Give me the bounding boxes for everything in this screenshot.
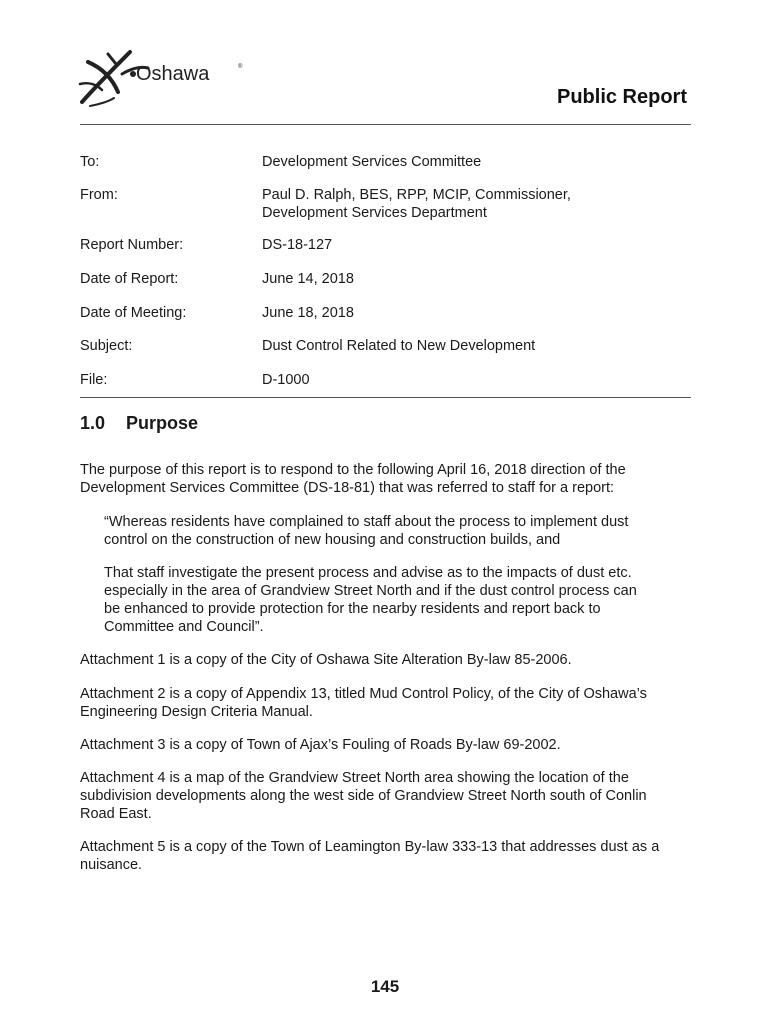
text-line: Attachment 4 is a map of the Grandview Street North area showing the location of the [80, 770, 629, 786]
meta-value: Dust Control Related to New Development [262, 338, 536, 354]
meta-value: June 18, 2018 [262, 305, 354, 321]
paragraph-intro [80, 461, 695, 497]
attachment-1-paragraph [80, 651, 695, 669]
meta-value: Development Services Committee [262, 154, 482, 170]
top-divider [80, 124, 691, 125]
text-line: Attachment 2 is a copy of Appendix 13, titled Mud Control Policy, of the City of Oshawa’s [80, 686, 647, 702]
text-line: subdivision developments along the west side of Grandview Street North south of Conlin [80, 788, 647, 804]
meta-value: June 14, 2018 [262, 271, 354, 287]
meta-label: Date of Meeting: [80, 305, 187, 321]
svg-text:®: ® [238, 64, 243, 70]
section-heading [80, 413, 198, 434]
oshawa-logo [78, 44, 248, 108]
section-number: 1.0 [80, 413, 106, 433]
attachment-2-paragraph [80, 685, 695, 721]
text-line: nuisance. [80, 857, 143, 873]
text-line: That staff investigate the present process and advise as to the impacts of dust etc. [104, 565, 632, 581]
attachment-5-paragraph [80, 838, 695, 874]
text-line: Engineering Design Criteria Manual. [80, 704, 313, 720]
text-line: control on the construction of new housing and construction builds, and [104, 532, 561, 548]
report-type-title: Public Report [556, 86, 687, 108]
meta-value: Development Services Department [262, 205, 487, 221]
meta-label: Date of Report: [80, 271, 179, 287]
text-line: “Whereas residents have complained to staff about the process to implement dust [104, 514, 629, 530]
meta-label: File: [80, 372, 108, 388]
section-title: Purpose [126, 413, 199, 433]
text-line: The purpose of this report is to respond to the following April 16, 2018 direction of the [80, 462, 626, 478]
text-line: Attachment 1 is a copy of the City of Oshawa Site Alteration By-law 85-2006. [80, 652, 572, 668]
quote-paragraph-1 [104, 513, 684, 549]
meta-value: DS-18-127 [262, 237, 333, 253]
text-line: be enhanced to provide protection for the nearby residents and report back to [104, 601, 601, 617]
logo-text: Oshawa [136, 63, 210, 85]
meta-label: Subject: [80, 338, 133, 354]
text-line: Committee and Council”. [104, 619, 264, 635]
oshawa-logo-mark-icon [78, 44, 248, 108]
attachment-4-paragraph [80, 769, 695, 823]
meta-value: Paul D. Ralph, BES, RPP, MCIP, Commissioner, [262, 187, 571, 203]
text-line: Attachment 3 is a copy of Town of Ajax’s Fouling of Roads By-law 69-2002. [80, 737, 561, 753]
text-line: Development Services Committee (DS-18-81) that was referred to staff for a report: [80, 480, 615, 496]
meta-label: To: [80, 154, 100, 170]
text-line: Attachment 5 is a copy of the Town of Leamington By-law 333-13 that addresses dust as a [80, 839, 660, 855]
bottom-divider [80, 397, 691, 398]
meta-label: From: [80, 187, 118, 203]
attachment-3-paragraph [80, 736, 695, 754]
meta-value: D-1000 [262, 372, 310, 388]
text-line: especially in the area of Grandview Street North and if the dust control process can [104, 583, 637, 599]
text-line: Road East. [80, 806, 152, 822]
meta-label: Report Number: [80, 237, 184, 253]
page-number: 145 [370, 977, 400, 996]
quote-paragraph-2 [104, 564, 684, 636]
